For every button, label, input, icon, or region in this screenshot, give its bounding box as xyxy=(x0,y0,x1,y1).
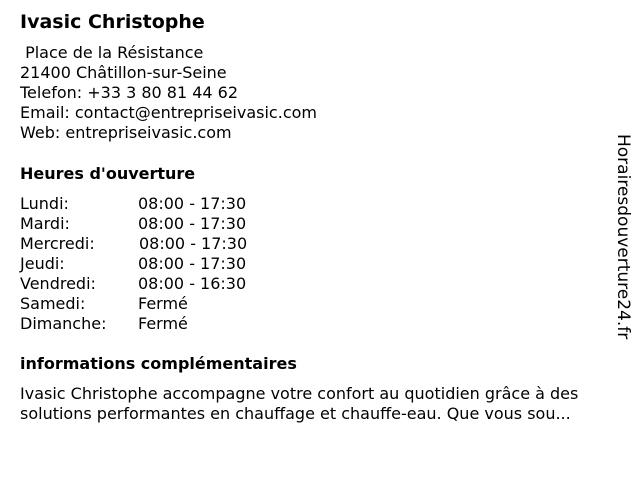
day-label: Jeudi: xyxy=(20,254,65,273)
day-label: Dimanche: xyxy=(20,314,107,333)
email-line: Email: contact@entrepriseivasic.com xyxy=(20,103,317,122)
address-city: 21400 Châtillon-sur-Seine xyxy=(20,63,227,82)
address-street: Place de la Résistance xyxy=(20,43,204,62)
business-name: Ivasic Christophe xyxy=(20,11,205,33)
day-label: Samedi: xyxy=(20,294,86,313)
phone-line: Telefon: +33 3 80 81 44 62 xyxy=(20,83,239,102)
day-hours: 08:00 - 16:30 xyxy=(138,274,247,293)
day-label: Mercredi: xyxy=(20,234,95,253)
contact-block xyxy=(20,43,317,143)
description-line: Ivasic Christophe accompagne votre confort au quotidien grâce à des xyxy=(20,384,579,403)
day-label: Vendredi: xyxy=(20,274,96,293)
web-line: Web: entrepriseivasic.com xyxy=(20,123,232,142)
day-label: Mardi: xyxy=(20,214,70,233)
day-label: Lundi: xyxy=(20,194,69,213)
day-hours: Fermé xyxy=(138,314,188,333)
day-hours: 08:00 - 17:30 xyxy=(138,194,247,213)
description-line: solutions performantes en chauffage et chauffe-eau. Que vous sou... xyxy=(20,404,571,423)
day-hours: Fermé xyxy=(138,294,188,313)
additional-info-heading: informations complémentaires xyxy=(20,354,297,373)
day-hours: 08:00 - 17:30 xyxy=(139,234,248,253)
opening-hours-heading: Heures d'ouverture xyxy=(20,164,196,183)
day-hours: 08:00 - 17:30 xyxy=(138,214,247,233)
day-hours: 08:00 - 17:30 xyxy=(138,254,247,273)
site-watermark: Horairesdouverture24.fr xyxy=(613,134,633,340)
business-description xyxy=(20,384,625,424)
